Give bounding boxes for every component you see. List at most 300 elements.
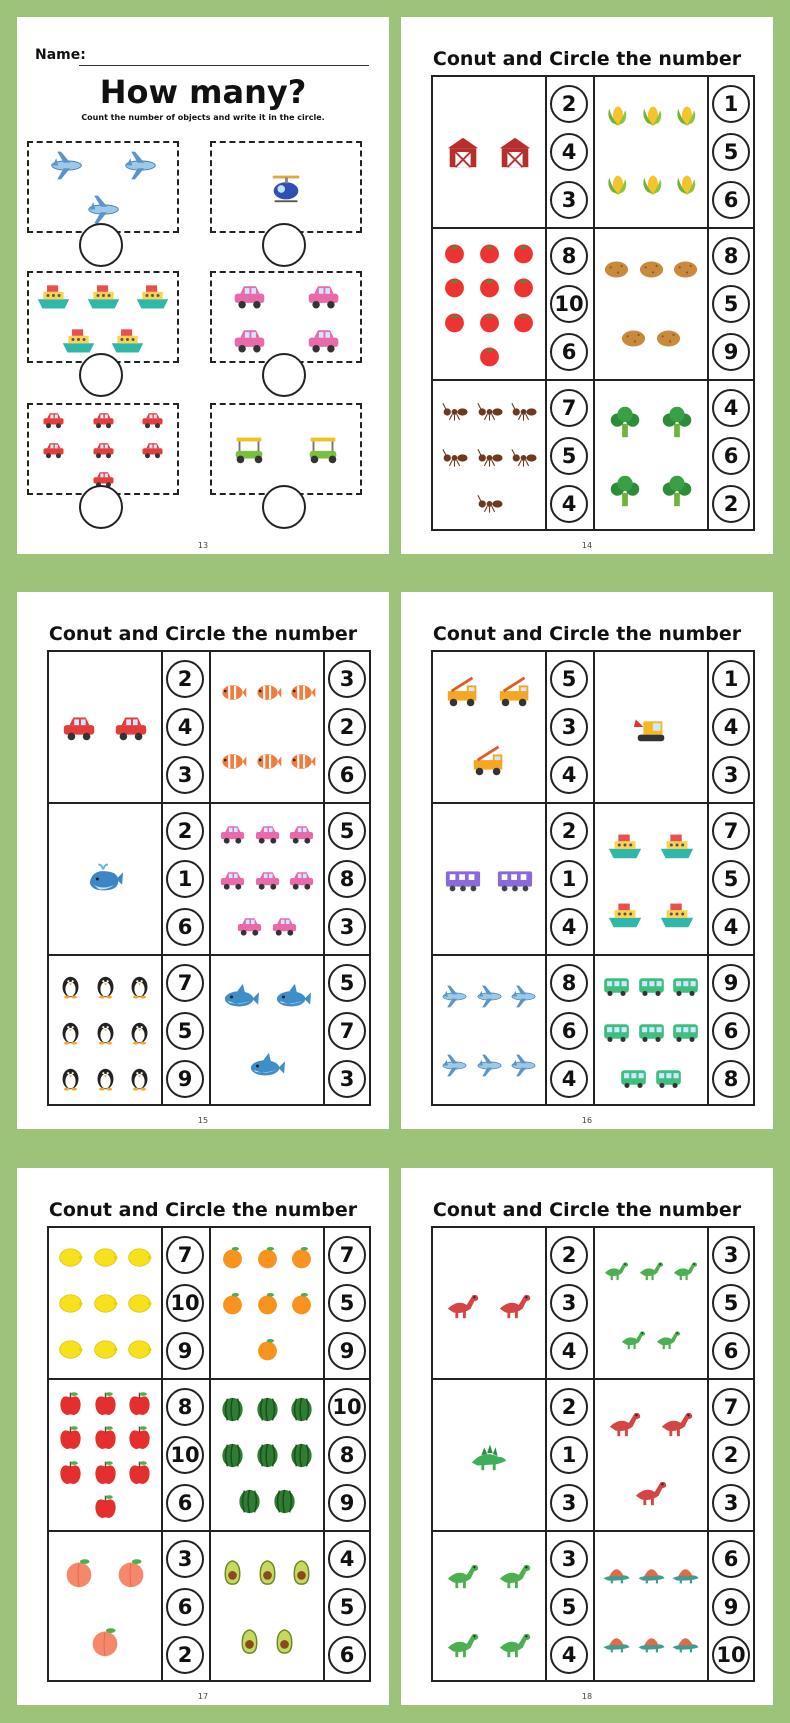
car-icon bbox=[270, 911, 299, 944]
page-number: 18 bbox=[581, 1692, 593, 1701]
number-choice[interactable]: 3 bbox=[712, 1484, 750, 1522]
number-choice[interactable]: 6 bbox=[712, 181, 750, 219]
grid-divider bbox=[433, 379, 753, 381]
tomato-icon bbox=[475, 341, 504, 374]
object-cell bbox=[53, 1386, 157, 1524]
number-choice[interactable]: 3 bbox=[166, 756, 204, 794]
page-title: Conut and Circle the number bbox=[432, 1199, 742, 1221]
number-choice[interactable]: 4 bbox=[550, 1060, 588, 1098]
bus-icon bbox=[637, 971, 666, 1004]
watermelon-icon bbox=[235, 1487, 264, 1520]
count-grid bbox=[47, 650, 371, 1106]
number-choice[interactable]: 7 bbox=[550, 389, 588, 427]
name-label: Name: bbox=[35, 47, 86, 63]
car-icon bbox=[218, 865, 247, 898]
number-choice[interactable]: 5 bbox=[712, 1284, 750, 1322]
answer-circle[interactable] bbox=[79, 485, 123, 529]
potato-icon bbox=[654, 324, 683, 357]
number-choice[interactable]: 6 bbox=[166, 1484, 204, 1522]
worksheet-page-13 bbox=[17, 17, 389, 554]
number-choice[interactable]: 9 bbox=[166, 1060, 204, 1098]
grid-divider bbox=[593, 1228, 595, 1680]
number-choice[interactable]: 4 bbox=[712, 389, 750, 427]
number-choice[interactable]: 9 bbox=[328, 1332, 366, 1370]
number-choice[interactable]: 10 bbox=[712, 1636, 750, 1674]
ant-icon bbox=[440, 442, 469, 475]
avocado-icon bbox=[253, 1558, 282, 1591]
dinosaur-icon bbox=[496, 1284, 534, 1326]
bus-icon bbox=[671, 1017, 700, 1050]
watermelon-icon bbox=[218, 1395, 247, 1428]
number-choice[interactable]: 7 bbox=[328, 1012, 366, 1050]
dimetrodon-icon bbox=[602, 1558, 631, 1591]
number-choice[interactable]: 2 bbox=[166, 660, 204, 698]
number-choice[interactable]: 5 bbox=[328, 1284, 366, 1322]
count-grid bbox=[431, 650, 755, 1106]
grid-divider bbox=[545, 77, 547, 529]
page-title: Conut and Circle the number bbox=[48, 1199, 358, 1221]
number-choice[interactable]: 6 bbox=[328, 1636, 366, 1674]
avocado-icon bbox=[235, 1627, 264, 1660]
object-cell bbox=[53, 962, 157, 1100]
car-icon bbox=[140, 437, 165, 466]
number-choice[interactable]: 3 bbox=[550, 1284, 588, 1322]
grid-divider bbox=[433, 1378, 753, 1380]
grid-divider bbox=[49, 1378, 369, 1380]
number-choice[interactable]: 5 bbox=[550, 437, 588, 475]
page-number: 14 bbox=[581, 541, 593, 550]
number-choice[interactable]: 10 bbox=[550, 285, 588, 323]
number-choice[interactable]: 2 bbox=[712, 485, 750, 523]
apple-icon bbox=[125, 1389, 154, 1422]
number-choice[interactable]: 4 bbox=[550, 485, 588, 523]
dinosaur-icon bbox=[654, 1323, 683, 1356]
page-title: Conut and Circle the number bbox=[48, 623, 358, 645]
dinosaur-icon bbox=[658, 1402, 696, 1444]
object-cell bbox=[599, 1538, 703, 1676]
apple-icon bbox=[91, 1492, 120, 1525]
ship-icon bbox=[85, 277, 122, 318]
car-icon bbox=[253, 819, 282, 852]
grid-divider bbox=[593, 652, 595, 1104]
grid-divider bbox=[545, 652, 547, 1104]
grid-divider bbox=[433, 954, 753, 956]
object-cell bbox=[437, 387, 541, 525]
grid-divider bbox=[161, 1228, 163, 1680]
car-icon bbox=[112, 708, 150, 750]
number-choice[interactable]: 5 bbox=[166, 1012, 204, 1050]
number-choice[interactable]: 5 bbox=[712, 860, 750, 898]
object-cell bbox=[215, 810, 319, 948]
car-icon bbox=[140, 407, 165, 436]
clownfish-icon bbox=[287, 747, 316, 780]
broccoli-icon bbox=[658, 472, 696, 514]
dinosaur-icon bbox=[619, 1323, 648, 1356]
car-icon bbox=[91, 437, 116, 466]
answer-circle[interactable] bbox=[79, 353, 123, 397]
number-choice[interactable]: 8 bbox=[328, 1436, 366, 1474]
object-cell bbox=[437, 83, 541, 221]
car-icon bbox=[41, 437, 66, 466]
number-choice[interactable]: 9 bbox=[712, 1588, 750, 1626]
object-cell bbox=[599, 1234, 703, 1372]
number-choice[interactable]: 7 bbox=[712, 1388, 750, 1426]
count-grid bbox=[431, 1226, 755, 1682]
page-title: How many? bbox=[99, 73, 307, 111]
dinosaur-icon bbox=[606, 1402, 644, 1444]
watermelon-icon bbox=[253, 1395, 282, 1428]
number-choice[interactable]: 2 bbox=[712, 1436, 750, 1474]
worksheet-page-17 bbox=[17, 1168, 389, 1705]
orange-icon bbox=[287, 1289, 316, 1322]
number-choice[interactable]: 2 bbox=[550, 1236, 588, 1274]
number-choice[interactable]: 6 bbox=[550, 333, 588, 371]
orange-icon bbox=[253, 1289, 282, 1322]
potato-icon bbox=[619, 324, 648, 357]
number-choice[interactable]: 9 bbox=[712, 964, 750, 1002]
corn-icon bbox=[637, 103, 666, 136]
answer-circle[interactable] bbox=[79, 223, 123, 267]
object-cell bbox=[437, 1386, 541, 1524]
corn-icon bbox=[671, 103, 700, 136]
number-choice[interactable]: 10 bbox=[328, 1388, 366, 1426]
car-icon bbox=[235, 911, 264, 944]
orange-icon bbox=[287, 1243, 316, 1276]
lemon-icon bbox=[125, 1289, 154, 1322]
object-cell bbox=[215, 658, 319, 796]
dinosaur-icon bbox=[444, 1284, 482, 1326]
potato-icon bbox=[671, 255, 700, 288]
grid-divider bbox=[323, 1228, 325, 1680]
penguin-icon bbox=[56, 1017, 85, 1050]
number-choice[interactable]: 6 bbox=[712, 437, 750, 475]
number-choice[interactable]: 4 bbox=[712, 908, 750, 946]
ant-icon bbox=[475, 396, 504, 429]
number-choice[interactable]: 2 bbox=[166, 812, 204, 850]
number-choice[interactable]: 10 bbox=[166, 1436, 204, 1474]
number-choice[interactable]: 3 bbox=[328, 660, 366, 698]
penguin-icon bbox=[125, 1017, 154, 1050]
number-choice[interactable]: 6 bbox=[328, 756, 366, 794]
penguin-icon bbox=[91, 1063, 120, 1096]
count-grid bbox=[47, 1226, 371, 1682]
object-cell bbox=[53, 1234, 157, 1372]
lemon-icon bbox=[56, 1289, 85, 1322]
number-choice[interactable]: 7 bbox=[166, 964, 204, 1002]
ant-icon bbox=[475, 442, 504, 475]
object-cell bbox=[437, 235, 541, 373]
name-write-line[interactable] bbox=[79, 65, 369, 66]
grid-divider bbox=[49, 1530, 369, 1532]
number-choice[interactable]: 5 bbox=[328, 812, 366, 850]
grid-divider bbox=[707, 77, 709, 529]
broccoli-icon bbox=[606, 403, 644, 445]
number-choice[interactable]: 2 bbox=[550, 85, 588, 123]
object-cell bbox=[599, 962, 703, 1100]
number-choice[interactable]: 3 bbox=[328, 908, 366, 946]
watermelon-icon bbox=[218, 1441, 247, 1474]
number-choice[interactable]: 9 bbox=[712, 333, 750, 371]
car-icon bbox=[60, 708, 98, 750]
number-choice[interactable]: 3 bbox=[712, 1236, 750, 1274]
object-cell bbox=[437, 962, 541, 1100]
penguin-icon bbox=[125, 971, 154, 1004]
dimetrodon-icon bbox=[602, 1627, 631, 1660]
apple-icon bbox=[56, 1458, 85, 1491]
lemon-icon bbox=[91, 1243, 120, 1276]
airplane-icon bbox=[122, 147, 159, 188]
number-choice[interactable]: 9 bbox=[328, 1484, 366, 1522]
number-choice[interactable]: 3 bbox=[550, 1540, 588, 1578]
lemon-icon bbox=[56, 1243, 85, 1276]
ship-icon bbox=[606, 895, 644, 937]
ant-icon bbox=[475, 488, 504, 521]
dimetrodon-icon bbox=[671, 1558, 700, 1591]
number-choice[interactable]: 8 bbox=[712, 1060, 750, 1098]
ant-icon bbox=[509, 442, 538, 475]
object-cell bbox=[437, 1234, 541, 1372]
clownfish-icon bbox=[253, 747, 282, 780]
count-box bbox=[27, 141, 179, 233]
tomato-icon bbox=[440, 307, 469, 340]
worksheet-page-14 bbox=[401, 17, 773, 554]
dinosaur-icon bbox=[496, 1623, 534, 1665]
crane-truck-icon bbox=[444, 674, 482, 716]
car-icon bbox=[91, 407, 116, 436]
object-cell bbox=[437, 810, 541, 948]
penguin-icon bbox=[91, 1017, 120, 1050]
ship-icon bbox=[658, 895, 696, 937]
object-cell bbox=[215, 962, 319, 1100]
grid-divider bbox=[49, 954, 369, 956]
tomato-icon bbox=[475, 307, 504, 340]
penguin-icon bbox=[91, 971, 120, 1004]
number-choice[interactable]: 3 bbox=[550, 181, 588, 219]
grid-divider bbox=[593, 77, 595, 529]
grid-divider bbox=[209, 652, 211, 1104]
object-cell bbox=[53, 810, 157, 948]
number-choice[interactable]: 8 bbox=[550, 964, 588, 1002]
number-choice[interactable]: 8 bbox=[166, 1388, 204, 1426]
answer-circle[interactable] bbox=[262, 485, 306, 529]
number-choice[interactable]: 5 bbox=[328, 964, 366, 1002]
grid-divider bbox=[49, 802, 369, 804]
apple-icon bbox=[91, 1389, 120, 1422]
object-cell bbox=[599, 235, 703, 373]
number-choice[interactable]: 4 bbox=[328, 1540, 366, 1578]
number-choice[interactable]: 3 bbox=[712, 756, 750, 794]
number-choice[interactable]: 8 bbox=[550, 237, 588, 275]
car-icon bbox=[218, 819, 247, 852]
number-choice[interactable]: 6 bbox=[712, 1012, 750, 1050]
grid-divider bbox=[433, 802, 753, 804]
object-cell bbox=[599, 1386, 703, 1524]
object-cell bbox=[599, 83, 703, 221]
apple-icon bbox=[125, 1458, 154, 1491]
count-box bbox=[210, 141, 362, 233]
number-choice[interactable]: 10 bbox=[166, 1284, 204, 1322]
shark-icon bbox=[248, 1047, 286, 1089]
number-choice[interactable]: 3 bbox=[550, 708, 588, 746]
crane-truck-icon bbox=[470, 743, 508, 785]
number-choice[interactable]: 9 bbox=[166, 1332, 204, 1370]
bus-icon bbox=[654, 1063, 683, 1096]
dinosaur-icon bbox=[637, 1254, 666, 1287]
apple-icon bbox=[56, 1423, 85, 1456]
number-choice[interactable]: 4 bbox=[550, 1636, 588, 1674]
apple-icon bbox=[125, 1423, 154, 1456]
watermelon-icon bbox=[287, 1441, 316, 1474]
car-icon bbox=[253, 865, 282, 898]
corn-icon bbox=[671, 172, 700, 205]
grid-divider bbox=[433, 227, 753, 229]
number-choice[interactable]: 5 bbox=[328, 1588, 366, 1626]
number-choice[interactable]: 5 bbox=[550, 660, 588, 698]
corn-icon bbox=[637, 172, 666, 205]
number-choice[interactable]: 5 bbox=[550, 1588, 588, 1626]
tomato-icon bbox=[440, 238, 469, 271]
number-choice[interactable]: 2 bbox=[166, 1636, 204, 1674]
number-choice[interactable]: 2 bbox=[550, 1388, 588, 1426]
lemon-icon bbox=[91, 1335, 120, 1368]
page-number: 17 bbox=[197, 1692, 209, 1701]
penguin-icon bbox=[56, 1063, 85, 1096]
peach-icon bbox=[112, 1554, 150, 1596]
number-choice[interactable]: 3 bbox=[328, 1060, 366, 1098]
grid-divider bbox=[209, 1228, 211, 1680]
page-number: 13 bbox=[197, 541, 209, 550]
number-choice[interactable]: 5 bbox=[712, 133, 750, 171]
barn-icon bbox=[496, 133, 534, 175]
object-cell bbox=[599, 810, 703, 948]
peach-icon bbox=[86, 1623, 124, 1665]
number-choice[interactable]: 6 bbox=[550, 1012, 588, 1050]
orange-icon bbox=[253, 1335, 282, 1368]
object-cell bbox=[599, 387, 703, 525]
answer-circle[interactable] bbox=[262, 223, 306, 267]
grid-divider bbox=[707, 1228, 709, 1680]
number-choice[interactable]: 8 bbox=[328, 860, 366, 898]
number-choice[interactable]: 6 bbox=[712, 1540, 750, 1578]
worksheet-page-15 bbox=[17, 592, 389, 1129]
clownfish-icon bbox=[218, 747, 247, 780]
airplane-icon bbox=[475, 982, 504, 1015]
number-choice[interactable]: 4 bbox=[550, 1332, 588, 1370]
apple-icon bbox=[91, 1423, 120, 1456]
number-choice[interactable]: 7 bbox=[712, 812, 750, 850]
object-cell bbox=[215, 1234, 319, 1372]
number-choice[interactable]: 4 bbox=[550, 133, 588, 171]
page-title: Conut and Circle the number bbox=[432, 48, 742, 70]
number-choice[interactable]: 3 bbox=[550, 1484, 588, 1522]
whale-icon bbox=[86, 860, 124, 902]
orange-icon bbox=[218, 1289, 247, 1322]
bus-icon bbox=[602, 1017, 631, 1050]
airplane-icon bbox=[509, 1051, 538, 1084]
bus-icon bbox=[637, 1017, 666, 1050]
car-icon bbox=[41, 407, 66, 436]
count-box bbox=[27, 271, 179, 363]
tomato-icon bbox=[509, 307, 538, 340]
worksheet-page-16 bbox=[401, 592, 773, 1129]
lemon-icon bbox=[91, 1289, 120, 1322]
number-choice[interactable]: 7 bbox=[166, 1236, 204, 1274]
page-title: Conut and Circle the number bbox=[432, 623, 742, 645]
tomato-icon bbox=[475, 238, 504, 271]
ship-icon bbox=[134, 277, 171, 318]
object-cell bbox=[215, 1386, 319, 1524]
rickshaw-icon bbox=[304, 430, 342, 472]
tomato-icon bbox=[509, 238, 538, 271]
number-choice[interactable]: 6 bbox=[712, 1332, 750, 1370]
ant-icon bbox=[509, 396, 538, 429]
watermelon-icon bbox=[253, 1441, 282, 1474]
car-icon bbox=[305, 277, 342, 318]
excavator-icon bbox=[632, 708, 670, 750]
crane-truck-icon bbox=[496, 674, 534, 716]
number-choice[interactable]: 8 bbox=[712, 237, 750, 275]
tomato-icon bbox=[509, 272, 538, 305]
number-choice[interactable]: 1 bbox=[166, 860, 204, 898]
object-cell bbox=[215, 1538, 319, 1676]
number-choice[interactable]: 3 bbox=[166, 1540, 204, 1578]
bus-icon bbox=[671, 971, 700, 1004]
clownfish-icon bbox=[287, 678, 316, 711]
grid-divider bbox=[323, 652, 325, 1104]
number-choice[interactable]: 1 bbox=[712, 85, 750, 123]
lemon-icon bbox=[56, 1335, 85, 1368]
number-choice[interactable]: 5 bbox=[712, 285, 750, 323]
number-choice[interactable]: 1 bbox=[712, 660, 750, 698]
airplane-icon bbox=[475, 1051, 504, 1084]
airplane-icon bbox=[440, 1051, 469, 1084]
tomato-icon bbox=[440, 272, 469, 305]
answer-circle[interactable] bbox=[262, 353, 306, 397]
number-choice[interactable]: 1 bbox=[550, 860, 588, 898]
broccoli-icon bbox=[606, 472, 644, 514]
number-choice[interactable]: 2 bbox=[328, 708, 366, 746]
corn-icon bbox=[602, 103, 631, 136]
ship-icon bbox=[606, 826, 644, 868]
avocado-icon bbox=[218, 1558, 247, 1591]
number-choice[interactable]: 4 bbox=[550, 756, 588, 794]
car-icon bbox=[305, 321, 342, 362]
corn-icon bbox=[602, 172, 631, 205]
watermelon-icon bbox=[270, 1487, 299, 1520]
number-choice[interactable]: 6 bbox=[166, 908, 204, 946]
car-icon bbox=[287, 819, 316, 852]
number-choice[interactable]: 4 bbox=[712, 708, 750, 746]
number-choice[interactable]: 6 bbox=[166, 1588, 204, 1626]
worksheet-page-18 bbox=[401, 1168, 773, 1705]
number-choice[interactable]: 1 bbox=[550, 1436, 588, 1474]
bus-icon bbox=[619, 1063, 648, 1096]
number-choice[interactable]: 7 bbox=[328, 1236, 366, 1274]
count-grid bbox=[431, 75, 755, 531]
dinosaur-icon bbox=[602, 1254, 631, 1287]
number-choice[interactable]: 4 bbox=[166, 708, 204, 746]
grid-divider bbox=[545, 1228, 547, 1680]
number-choice[interactable]: 2 bbox=[550, 812, 588, 850]
car-icon bbox=[287, 865, 316, 898]
shark-icon bbox=[222, 978, 260, 1020]
peach-icon bbox=[60, 1554, 98, 1596]
number-choice[interactable]: 4 bbox=[550, 908, 588, 946]
grid-divider bbox=[433, 1530, 753, 1532]
car-icon bbox=[231, 321, 268, 362]
avocado-icon bbox=[270, 1627, 299, 1660]
object-cell bbox=[53, 1538, 157, 1676]
